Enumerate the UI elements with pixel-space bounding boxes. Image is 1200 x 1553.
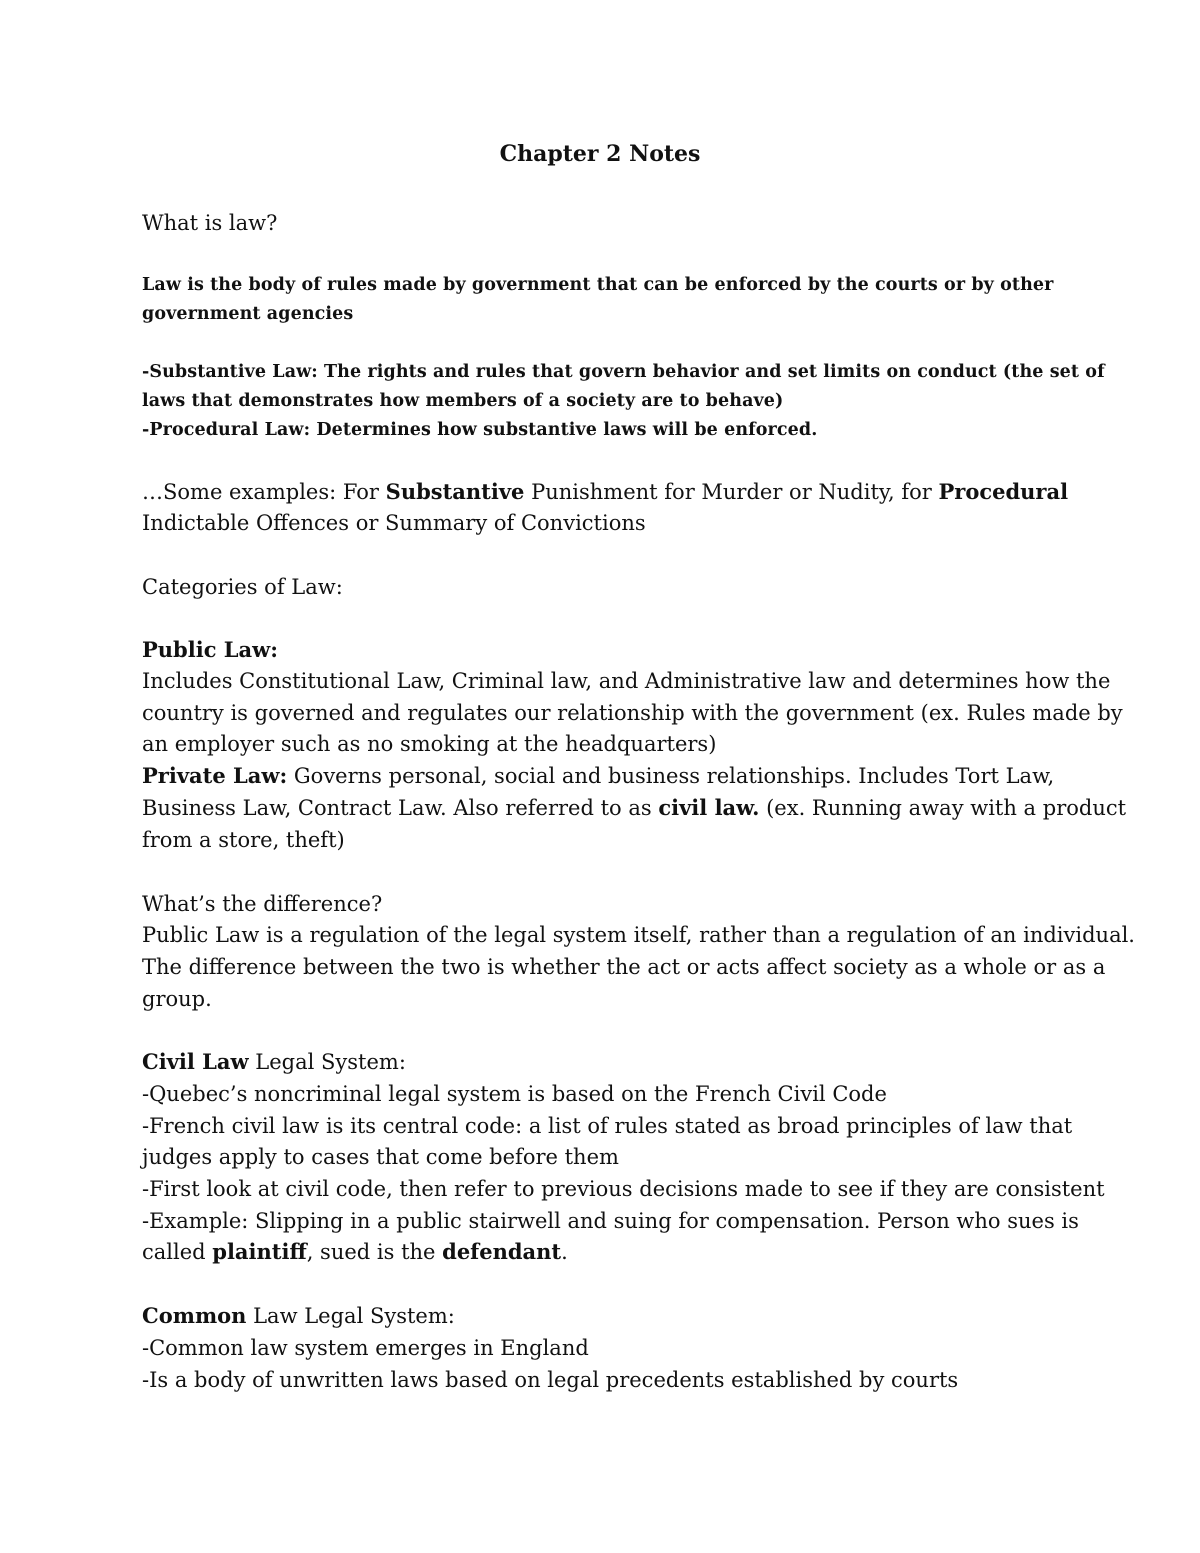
common-system-line2: -Is a body of unwritten laws based on legal precedents established by courts xyxy=(142,1368,959,1392)
plaintiff-bold: plaintiff xyxy=(212,1239,307,1264)
procedural-law-line: -Procedural Law: Determines how substantive laws will be enforced. xyxy=(142,420,818,440)
page-title: Chapter 2 Notes xyxy=(499,141,701,167)
defendant-bold: defendant xyxy=(442,1239,562,1264)
question-what-is-law: What is law? xyxy=(142,211,278,235)
civil-system-line6: called plaintiff, sued is the defendant. xyxy=(142,1239,568,1264)
civil-system-line5: -Example: Slipping in a public stairwell and suing for compensation. Person who sues is xyxy=(142,1209,1079,1233)
procedural-bold: Procedural xyxy=(938,479,1069,504)
difference-line1: Public Law is a regulation of the legal system itself, rather than a regulation of an individual. xyxy=(142,923,1135,947)
private-law-line1: Private Law: Governs personal, social and business relationships. Includes Tort Law, xyxy=(142,763,1055,788)
categories-heading: Categories of Law: xyxy=(142,575,343,599)
law-word: Law xyxy=(142,275,182,295)
law-definition-line2: government agencies xyxy=(142,304,354,324)
substantive-bold: Substantive xyxy=(385,479,525,504)
civil-system-line2: -French civil law is its central code: a list of rules stated as broad principles of law that xyxy=(142,1114,1073,1138)
private-law-line2: Business Law, Contract Law. Also referred to as civil law. (ex. Running away with a product xyxy=(142,795,1127,820)
civil-system-line3: judges apply to cases that come before them xyxy=(142,1145,619,1169)
civil-system-line1: -Quebec’s noncriminal legal system is based on the French Civil Code xyxy=(142,1082,887,1106)
common-system-heading: Common Law Legal System: xyxy=(142,1303,455,1328)
procedural-label: -Procedural Law: xyxy=(142,420,311,440)
law-definition-line1: Law is the body of rules made by government that can be enforced by the courts or by other xyxy=(142,275,1054,295)
public-law-heading: Public Law: xyxy=(142,637,278,662)
examples-line1: …Some examples: For Substantive Punishment for Murder or Nudity, for Procedural xyxy=(142,479,1069,504)
examples-line2: Indictable Offences or Summary of Convictions xyxy=(142,511,646,535)
public-law-line2: country is governed and regulates our relationship with the government (ex. Rules made by xyxy=(142,701,1123,725)
difference-heading: What’s the difference? xyxy=(142,892,383,916)
substantive-label: -Substantive Law: xyxy=(142,362,318,382)
civil-system-heading: Civil Law Legal System: xyxy=(142,1049,406,1074)
common-system-line1: -Common law system emerges in England xyxy=(142,1336,589,1360)
difference-line2: The difference between the two is whether the act or acts affect society as a whole or as a xyxy=(142,955,1106,979)
substantive-law-line2: laws that demonstrates how members of a society are to behave) xyxy=(142,391,784,411)
difference-line3: group. xyxy=(142,987,212,1011)
public-law-line1: Includes Constitutional Law, Criminal law, and Administrative law and determines how the xyxy=(142,669,1111,693)
civil-system-line4: -First look at civil code, then refer to previous decisions made to see if they are consistent xyxy=(142,1177,1105,1201)
private-law-line3: from a store, theft) xyxy=(142,828,345,852)
substantive-law-line1: -Substantive Law: The rights and rules that govern behavior and set limits on conduct (the set of xyxy=(142,362,1105,382)
private-law-label: Private Law: xyxy=(142,763,288,788)
civil-law-bold: civil law. xyxy=(658,795,760,820)
public-law-line3: an employer such as no smoking at the headquarters) xyxy=(142,732,717,756)
